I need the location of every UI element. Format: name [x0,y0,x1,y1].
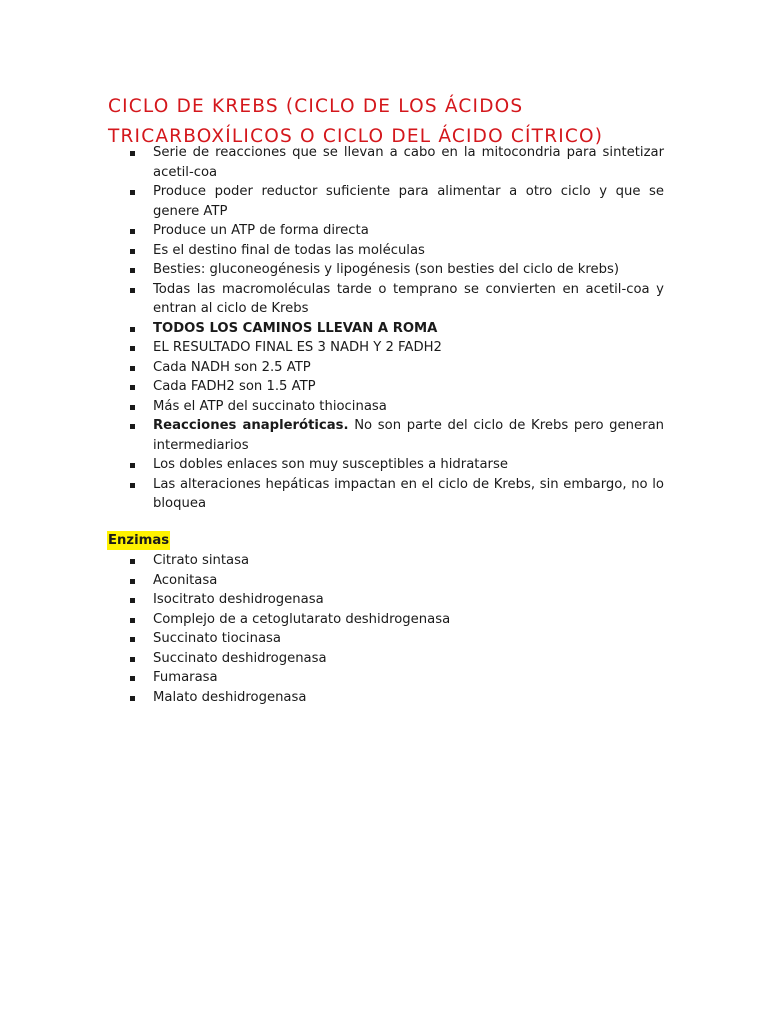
bullet-square-icon [130,268,135,273]
bullet-square-icon [130,327,135,332]
list-item: Los dobles enlaces son muy susceptibles a hidratarse [108,455,664,475]
list-item: EL RESULTADO FINAL ES 3 NADH Y 2 FADH2 [108,338,664,358]
bullet-square-icon [130,559,135,564]
list-item: TODOS LOS CAMINOS LLEVAN A ROMA [108,319,664,339]
bullet-square-icon [130,618,135,623]
list-item: Isocitrato deshidrogenasa [108,590,664,610]
bullet-square-icon [130,190,135,195]
list-item: Besties: gluconeogénesis y lipogénesis (son besties del ciclo de krebs) [108,260,664,280]
bullet-square-icon [130,366,135,371]
list-item: Citrato sintasa [108,551,664,571]
list-item: Serie de reacciones que se llevan a cabo en la mitocondria para sintetizar acetil-coa [108,143,664,182]
list-item: Las alteraciones hepáticas impactan en el ciclo de Krebs, sin embargo, no lo bloquea [108,475,664,514]
list-item: Malato deshidrogenasa [108,688,664,708]
list-item: Complejo de a cetoglutarato deshidrogenasa [108,610,664,630]
anaplerotic-term: Reacciones anapleróticas. [153,418,349,433]
list-item: Más el ATP del succinato thiocinasa [108,397,664,417]
bullet-square-icon [130,637,135,642]
bullet-square-icon [130,249,135,254]
bullet-square-icon [130,151,135,156]
bullet-square-icon [130,229,135,234]
list-item: Produce un ATP de forma directa [108,221,664,241]
list-item: Succinato tiocinasa [108,629,664,649]
bullet-square-icon [130,676,135,681]
bullet-square-icon [130,288,135,293]
list-item: Es el destino final de todas las moléculas [108,241,664,261]
enzymes-heading: Enzimas [108,533,170,548]
list-item: Aconitasa [108,571,664,591]
main-bullet-list [108,143,664,514]
bullet-square-icon [130,385,135,390]
list-item: Produce poder reductor suficiente para alimentar a otro ciclo y que se genere ATP [108,182,664,221]
bullet-square-icon [130,657,135,662]
bullet-square-icon [130,483,135,488]
bullet-square-icon [130,424,135,429]
bullet-square-icon [130,346,135,351]
list-item: Succinato deshidrogenasa [108,649,664,669]
list-item: Cada NADH son 2.5 ATP [108,358,664,378]
list-item: Reacciones anapleróticas. No son parte del ciclo de Krebs pero generan intermediarios [108,416,664,455]
bullet-square-icon [130,579,135,584]
document-title: CICLO DE KREBS (CICLO DE LOS ÁCIDOS TRICARBOXÍLICOS O CICLO DEL ÁCIDO CÍTRICO) [108,96,604,147]
enzyme-list [108,551,664,707]
list-item: Cada FADH2 son 1.5 ATP [108,377,664,397]
list-item: Fumarasa [108,668,664,688]
bullet-square-icon [130,463,135,468]
bullet-square-icon [130,598,135,603]
list-item: Todas las macromoléculas tarde o temprano se convierten en acetil-coa y entran al ciclo de Krebs [108,280,664,319]
bullet-square-icon [130,696,135,701]
bullet-square-icon [130,405,135,410]
